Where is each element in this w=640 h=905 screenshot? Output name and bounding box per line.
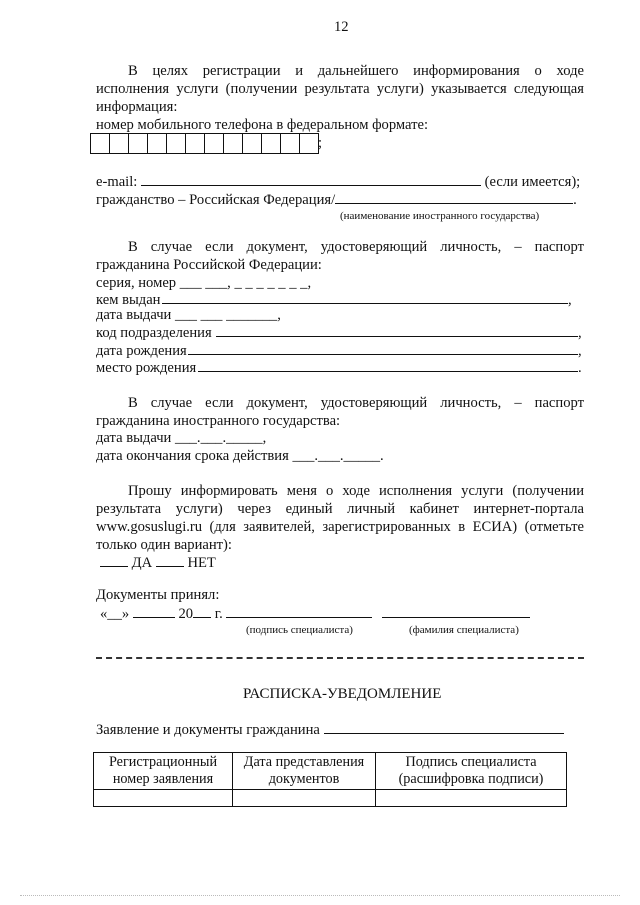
phone-digit-box[interactable]: [280, 133, 300, 154]
name-note: (фамилия специалиста): [409, 624, 519, 636]
issue-date-line: [96, 306, 281, 324]
email-suffix: (если имеется);: [484, 174, 581, 190]
citizenship-label: гражданство – Российская Федерация/: [96, 192, 336, 208]
yes-label: ДА: [131, 555, 153, 571]
header-reg-number-l2: номер заявления: [112, 771, 214, 787]
series-field[interactable]: ___ ___, _ _ _ _ _ _ _,: [179, 275, 312, 291]
accepted-year-suffix: г.: [214, 606, 223, 622]
inform-line-3: [96, 518, 584, 536]
accepted-year-prefix: 20: [178, 606, 194, 622]
email-line: [96, 172, 580, 191]
birth-date-field[interactable]: [188, 341, 578, 355]
phone-digit-box[interactable]: [109, 133, 129, 154]
dept-code-label: код подразделения: [96, 325, 212, 341]
accepted-month-field[interactable]: [133, 604, 175, 618]
issue-date-label: дата выдачи: [96, 307, 172, 323]
table-row: [94, 790, 567, 807]
receipt-line-label: Заявление и документы гражданина: [96, 722, 320, 738]
issued-by-comma: ,: [568, 292, 572, 308]
birth-place-field[interactable]: [198, 358, 578, 372]
header-reg-number-l1: Регистрационный: [108, 754, 218, 770]
intro-text-2: исполнения услуги (получении результата услуги) указывается следующая: [96, 81, 584, 97]
inform-line-1: [128, 482, 584, 500]
no-checkbox[interactable]: [156, 553, 184, 567]
citizenship-end: .: [573, 192, 577, 208]
foreign-passport-line-2: гражданина иностранного государства:: [96, 413, 341, 429]
no-label: НЕТ: [187, 555, 216, 571]
foreign-passport-line-1: [128, 394, 584, 412]
accepted-label: Документы принял:: [96, 587, 220, 603]
header-specialist-signature-l1: Подпись специалиста: [405, 754, 537, 770]
series-label: серия, номер: [96, 275, 177, 291]
phone-digit-box[interactable]: [242, 133, 262, 154]
dept-code-field[interactable]: [216, 323, 578, 337]
accepted-day[interactable]: «__»: [100, 606, 130, 622]
foreign-passport-text-1: В случае если документ, удостоверяющий личность, – паспорт: [128, 395, 584, 411]
cut-line: [96, 657, 584, 659]
issue-date-field[interactable]: ___ ___ _______,: [175, 307, 281, 323]
header-submit-date: [233, 753, 376, 790]
inform-text-1: Прошу информировать меня о ходе исполнения услуги (получении: [128, 483, 584, 499]
phone-digit-box[interactable]: [223, 133, 243, 154]
phone-digit-box[interactable]: [166, 133, 186, 154]
header-submit-date-l2: документов: [268, 771, 340, 787]
foreign-issue-date-label: дата выдачи: [96, 430, 172, 446]
phone-input-boxes[interactable]: [90, 133, 318, 154]
birth-date-label: дата рождения: [96, 343, 187, 359]
birth-date-comma: ,: [578, 343, 582, 359]
accepted-year-field[interactable]: [193, 604, 211, 618]
dept-code-line: [96, 323, 582, 342]
scan-edge-artifact: [20, 895, 620, 896]
foreign-issue-date-field[interactable]: ___.___._____,: [175, 430, 267, 446]
receipt-citizen-field[interactable]: [324, 720, 564, 734]
submit-date-cell[interactable]: [233, 790, 376, 807]
birth-place-label: место рождения: [96, 360, 197, 376]
specialist-name-field[interactable]: [382, 604, 530, 618]
phone-digit-box[interactable]: [147, 133, 167, 154]
receipt-table: [93, 752, 567, 807]
header-specialist-signature-l2: (расшифровка подписи): [398, 771, 544, 787]
citizenship-note: (наименование иностранного государства): [340, 210, 540, 222]
phone-semicolon: ;: [318, 135, 323, 151]
header-reg-number: [94, 753, 233, 790]
phone-digit-box[interactable]: [204, 133, 224, 154]
yes-checkbox[interactable]: [100, 553, 128, 567]
issued-by-field[interactable]: [162, 290, 568, 304]
phone-digit-box[interactable]: [128, 133, 148, 154]
rf-passport-text-1: В случае если документ, удостоверяющий личность, – паспорт: [128, 239, 584, 255]
issued-by-label: кем выдан: [96, 292, 161, 308]
inform-text-2: результата услуги) через единый личный кабинет интернет-портала: [96, 501, 584, 517]
inform-text-3: www.gosuslugi.ru (для заявителей, зарегистрированных в ЕСИА) (отметьте: [96, 519, 584, 535]
intro-text-1: В целях регистрации и дальнейшего информирования о ходе: [128, 63, 584, 79]
birth-place-line: [96, 358, 582, 377]
specialist-signature-field[interactable]: [226, 604, 372, 618]
birth-place-dot: .: [578, 360, 582, 376]
phone-digit-box[interactable]: [299, 133, 319, 154]
phone-digit-box[interactable]: [261, 133, 281, 154]
inform-line-2: [96, 500, 584, 518]
rf-passport-line-2: гражданина Российской Федерации:: [96, 257, 322, 273]
receipt-title: РАСПИСКА-УВЕДОМЛЕНИЕ: [243, 686, 442, 702]
email-field[interactable]: [141, 172, 481, 186]
receipt-table-header: [94, 753, 567, 790]
foreign-expiry-line: [96, 447, 384, 465]
header-specialist-signature: [376, 753, 567, 790]
reg-number-cell[interactable]: [94, 790, 233, 807]
yes-no-line: [100, 553, 216, 572]
phone-label: номер мобильного телефона в федеральном формате:: [96, 117, 429, 133]
phone-digit-box[interactable]: [90, 133, 110, 154]
citizenship-field[interactable]: [335, 190, 573, 204]
signature-note: (подпись специалиста): [246, 624, 353, 636]
email-label: e-mail:: [96, 174, 138, 190]
header-submit-date-l1: Дата представления: [243, 754, 365, 770]
inform-line-4: только один вариант):: [96, 537, 232, 553]
page-number: 12: [334, 19, 349, 35]
intro-line-2: [96, 80, 584, 98]
foreign-expiry-label: дата окончания срока действия: [96, 448, 289, 464]
intro-line-3: информация:: [96, 99, 178, 115]
phone-digit-box[interactable]: [185, 133, 205, 154]
specialist-signature-cell[interactable]: [376, 790, 567, 807]
receipt-line: [96, 720, 564, 739]
intro-line-1: [128, 62, 584, 80]
foreign-expiry-field[interactable]: ___.___._____.: [292, 448, 384, 464]
foreign-issue-date-line: [96, 429, 266, 447]
dept-code-comma: ,: [578, 325, 582, 341]
rf-passport-line-1: [128, 238, 584, 256]
